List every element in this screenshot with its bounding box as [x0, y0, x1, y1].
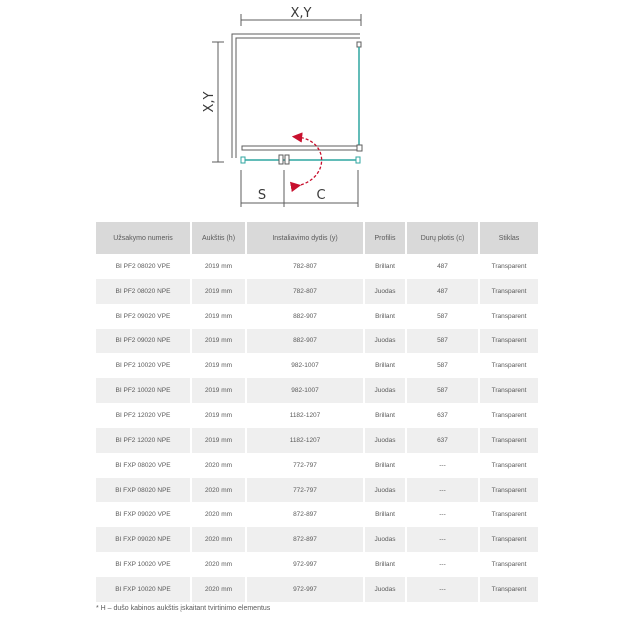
- header-door-width: Durų plotis (c): [406, 222, 479, 254]
- table-row: [96, 527, 538, 552]
- product-spec-table: [96, 222, 538, 602]
- cell-profile: Brillant: [364, 453, 406, 478]
- cell-order-number: BI FXP 09020 NPE: [96, 527, 191, 552]
- door-glass: [241, 155, 360, 164]
- cell-glass: Transparent: [479, 478, 538, 503]
- cell-install-size: 1182-1207: [246, 403, 364, 428]
- table-row: [96, 279, 538, 304]
- wall-frame: [232, 34, 361, 158]
- header-install-size: Instaliavimo dydis (y): [246, 222, 364, 254]
- bottom-dimensions: [241, 170, 358, 207]
- cell-order-number: BI PF2 09020 NPE: [96, 329, 191, 354]
- cell-height: 2019 mm: [191, 428, 246, 453]
- cell-glass: Transparent: [479, 527, 538, 552]
- cell-order-number: BI FXP 09020 VPE: [96, 502, 191, 527]
- cell-profile: Brillant: [364, 502, 406, 527]
- header-profile: Profilis: [364, 222, 406, 254]
- cell-glass: Transparent: [491, 362, 527, 370]
- cell-profile: Juodas: [364, 428, 406, 453]
- cell-door-width: 587: [406, 329, 479, 354]
- header-order-number: Užsakymo numeris: [96, 222, 191, 254]
- table-row: [96, 329, 538, 354]
- cell-glass: Transparent: [491, 262, 527, 270]
- cell-height: 2019 mm: [191, 279, 246, 304]
- cell-order-number: BI FXP 10020 VPE: [96, 552, 191, 577]
- shower-plan-diagram: [0, 0, 625, 215]
- cell-height: 2020 mm: [191, 552, 246, 577]
- cell-order-number: BI PF2 10020 NPE: [96, 378, 191, 403]
- cell-glass: Transparent: [491, 411, 527, 419]
- table-row: [96, 552, 538, 577]
- table-row: [96, 478, 538, 503]
- cell-profile: Brillant: [364, 254, 406, 279]
- header-glass: Stiklas: [479, 222, 538, 254]
- cell-door-width: ---: [406, 552, 479, 577]
- cell-door-width: ---: [406, 527, 479, 552]
- cell-glass: Transparent: [491, 312, 527, 320]
- cell-glass: Transparent: [479, 279, 538, 304]
- table-header-row: [96, 222, 538, 254]
- cell-profile: Juodas: [364, 329, 406, 354]
- table-row: [96, 502, 538, 527]
- cell-install-size: 772-797: [246, 478, 364, 503]
- cell-profile: Juodas: [364, 378, 406, 403]
- cell-install-size: 982-1007: [246, 353, 364, 378]
- cell-order-number: BI PF2 09020 VPE: [96, 304, 191, 329]
- table-row: [96, 453, 538, 478]
- cell-order-number: BI PF2 08020 VPE: [96, 254, 191, 279]
- cell-door-width: 487: [406, 254, 479, 279]
- cell-height: 2019 mm: [191, 329, 246, 354]
- cell-install-size: 782-807: [246, 279, 364, 304]
- table-row: [96, 353, 538, 378]
- cell-door-width: 487: [406, 279, 479, 304]
- cell-profile: Brillant: [364, 552, 406, 577]
- cell-height: 2020 mm: [191, 577, 246, 602]
- cell-install-size: 882-907: [246, 329, 364, 354]
- cell-install-size: 872-897: [246, 502, 364, 527]
- cell-door-width: 587: [406, 304, 479, 329]
- cell-profile: Juodas: [364, 478, 406, 503]
- cell-glass: Transparent: [491, 561, 527, 569]
- cell-profile: Juodas: [364, 527, 406, 552]
- footnote: * H – dušo kabinos aukštis įskaitant tvirtinimo elementus: [96, 605, 271, 612]
- cell-glass: Transparent: [491, 461, 527, 469]
- table-row: [96, 577, 538, 602]
- cell-door-width: ---: [406, 478, 479, 503]
- cell-install-size: 972-997: [246, 577, 364, 602]
- cell-order-number: BI PF2 12020 NPE: [96, 428, 191, 453]
- table-row: [96, 428, 538, 453]
- cell-glass: Transparent: [479, 428, 538, 453]
- front-rail: [242, 145, 362, 151]
- cell-install-size: 1182-1207: [246, 428, 364, 453]
- cell-profile: Brillant: [364, 304, 406, 329]
- side-dimension: [202, 42, 224, 162]
- cell-height: 2020 mm: [191, 453, 246, 478]
- segment-c-label: C: [316, 188, 326, 203]
- cell-height: 2020 mm: [191, 478, 246, 503]
- cell-install-size: 982-1007: [246, 378, 364, 403]
- cell-door-width: 637: [406, 403, 479, 428]
- table-row: [96, 403, 538, 428]
- cell-height: 2019 mm: [191, 378, 246, 403]
- cell-door-width: 587: [406, 353, 479, 378]
- cell-height: 2020 mm: [191, 502, 246, 527]
- cell-door-width: ---: [406, 502, 479, 527]
- top-dimension-label: X,Y: [290, 6, 312, 21]
- cell-door-width: ---: [406, 577, 479, 602]
- cell-height: 2019 mm: [191, 254, 246, 279]
- cell-glass: Transparent: [491, 511, 527, 519]
- table-row: [96, 304, 538, 329]
- cell-height: 2020 mm: [191, 527, 246, 552]
- table-row: [96, 254, 538, 279]
- cell-profile: Juodas: [364, 279, 406, 304]
- cell-height: 2019 mm: [191, 353, 246, 378]
- side-dimension-label: X,Y: [202, 91, 217, 113]
- header-height: Aukštis (h): [191, 222, 246, 254]
- cell-order-number: BI PF2 08020 NPE: [96, 279, 191, 304]
- cell-height: 2019 mm: [191, 304, 246, 329]
- cell-order-number: BI PF2 12020 VPE: [96, 403, 191, 428]
- cell-install-size: 872-897: [246, 527, 364, 552]
- cell-profile: Brillant: [364, 353, 406, 378]
- cell-door-width: 587: [406, 378, 479, 403]
- cell-install-size: 972-997: [246, 552, 364, 577]
- segment-s-label: S: [257, 188, 267, 203]
- cell-door-width: 637: [406, 428, 479, 453]
- door-swing-arrow: [296, 137, 322, 186]
- cell-door-width: ---: [406, 453, 479, 478]
- cell-install-size: 882-907: [246, 304, 364, 329]
- cell-order-number: BI FXP 08020 NPE: [96, 478, 191, 503]
- cell-install-size: 772-797: [246, 453, 364, 478]
- cell-order-number: BI FXP 10020 NPE: [96, 577, 191, 602]
- cell-glass: Transparent: [479, 329, 538, 354]
- cell-order-number: BI FXP 08020 VPE: [96, 453, 191, 478]
- cell-glass: Transparent: [479, 577, 538, 602]
- cell-profile: Juodas: [364, 577, 406, 602]
- cell-order-number: BI PF2 10020 VPE: [96, 353, 191, 378]
- cell-glass: Transparent: [479, 378, 538, 403]
- table-row: [96, 378, 538, 403]
- cell-profile: Brillant: [364, 403, 406, 428]
- cell-install-size: 782-807: [246, 254, 364, 279]
- top-dimension: [241, 6, 361, 26]
- cell-height: 2019 mm: [191, 403, 246, 428]
